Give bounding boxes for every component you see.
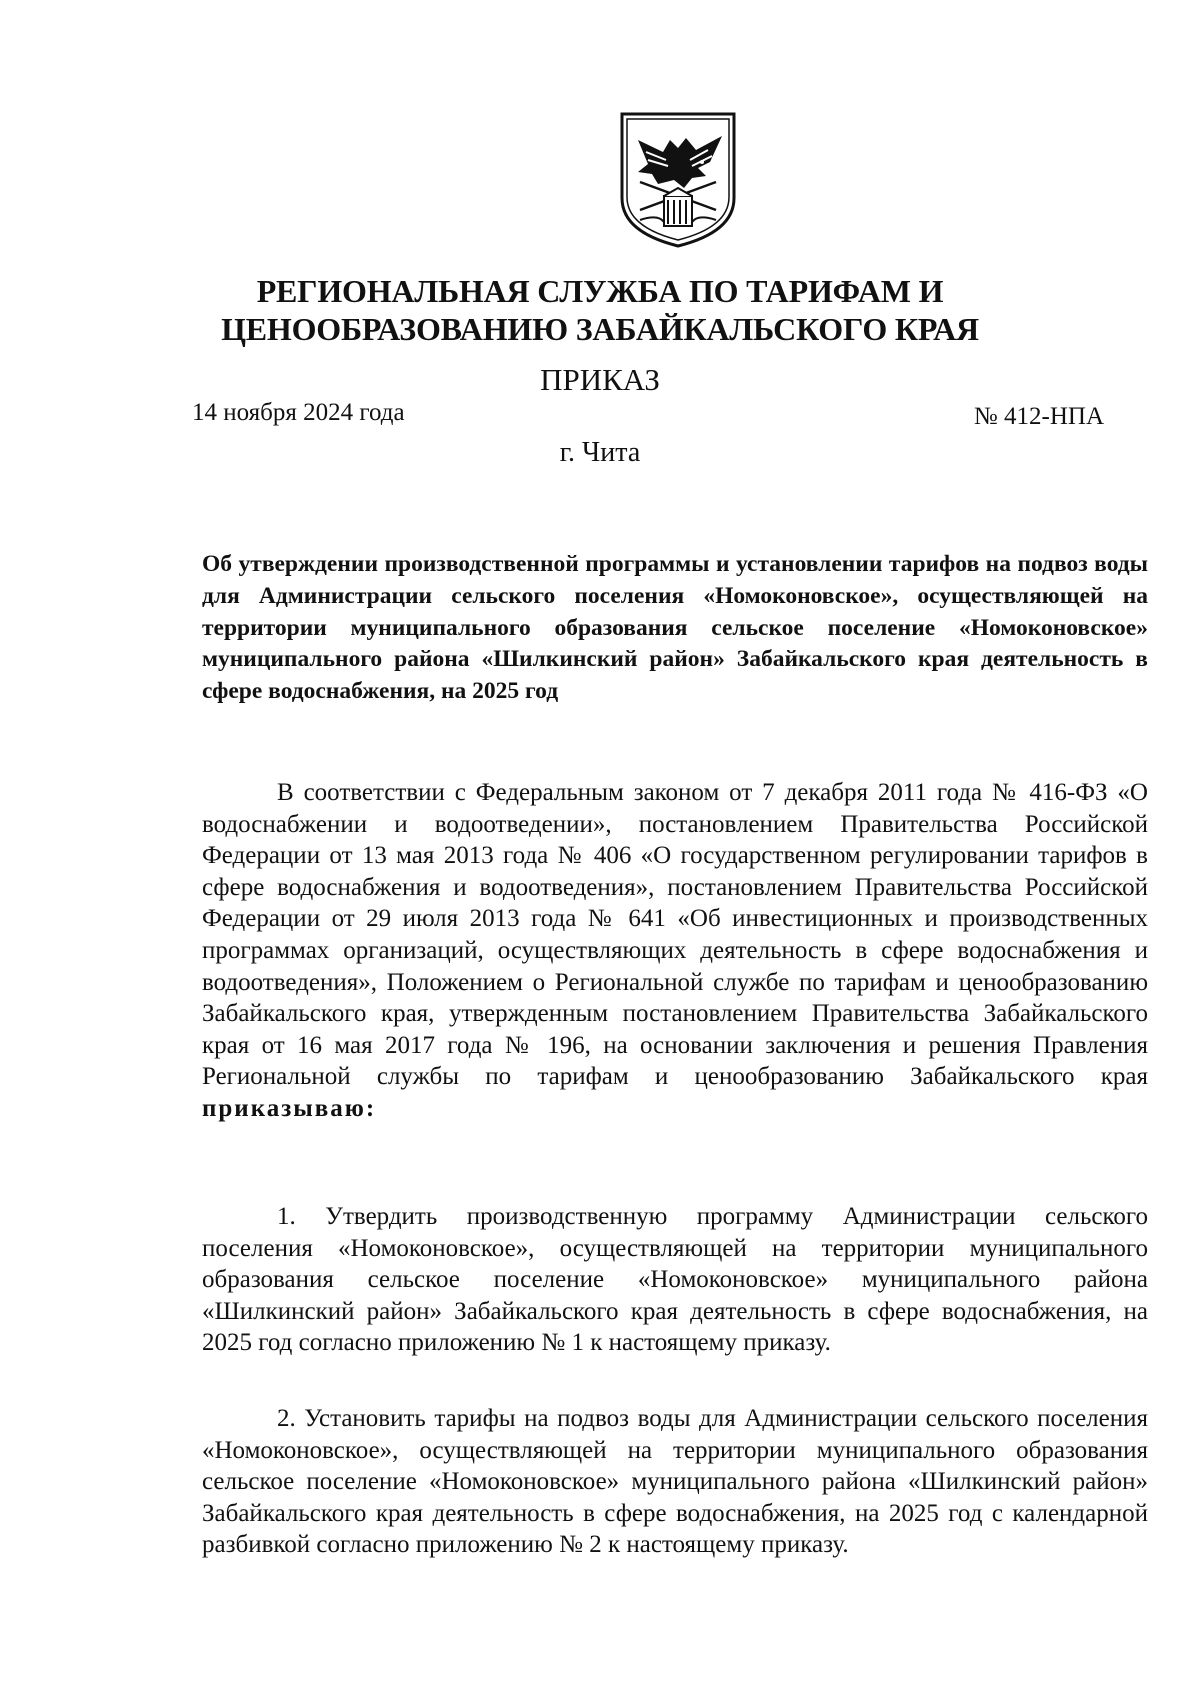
preamble-paragraph	[202, 777, 1148, 1125]
order-number: № 412-НПА	[973, 403, 1104, 430]
organization-name	[0, 272, 1200, 348]
preamble-text: В соответствии с Федеральным законом от 7 декабря 2011 года № 416-ФЗ «О водоснабжении и водоотведении», постановлением Правительства Российской Федерации от 13 мая 2013 года № 406 «О государственном регулировании тарифов в сфере водоснабжения и водоотведения», постановлением Правительства Российской Федерации от 29 июля 2013 года № 641 «Об инвестиционных и производственных программах организаций, осуществляющих деятельность в сфере водоснабжения и водоотведения», Положением о Региональной службе по тарифам и ценообразованию Забайкальского края, утвержденным постановлением Правительства Забайкальского края от 16 мая 2017 года № 196, на основании заключения и решения Правления Региональной службы по тарифам и ценообразованию Забайкальского края	[202, 779, 1148, 1091]
order-item-1: 1. Утвердить производственную программу Администрации сельского поселения «Номоконовское», осуществляющей на территории муниципального образования сельское поселение «Номоконовское» муниципального района «Шилкинский район» Забайкальского края деятельность в сфере водоснабжения, на 2025 год согласно приложению № 1 к настоящему приказу.	[202, 1203, 1148, 1357]
organization-line-1: РЕГИОНАЛЬНАЯ СЛУЖБА ПО ТАРИФАМ И	[256, 273, 944, 309]
document-type: ПРИКАЗ	[540, 362, 660, 397]
organization-line-2: ЦЕНООБРАЗОВАНИЮ ЗАБАЙКАЛЬСКОГО КРАЯ	[221, 311, 979, 347]
coat-of-arms-icon	[618, 110, 738, 250]
city: г. Чита	[559, 437, 641, 468]
preamble-emphasis: приказываю:	[202, 1094, 377, 1122]
order-subject: Об утверждении производственной программы и установлении тарифов на подвоз воды для Администрации сельского поселения «Номоконовское», осуществляющей на территории муниципального образования сельское поселение «Номоконовское» муниципального района «Шилкинский район» Забайкальского края деятельность в сфере водоснабжения, на 2025 год	[202, 551, 1148, 705]
order-date: 14 ноября 2024 года	[192, 399, 405, 426]
order-item-2: 2. Установить тарифы на подвоз воды для Администрации сельского поселения «Номоконовское», осуществляющей на территории муниципального образования сельское поселение «Номоконовское» муниципального района «Шилкинский район» Забайкальского края деятельность в сфере водоснабжения, на 2025 год с календарной разбивкой согласно приложению № 2 к настоящему приказу.	[202, 1405, 1148, 1559]
